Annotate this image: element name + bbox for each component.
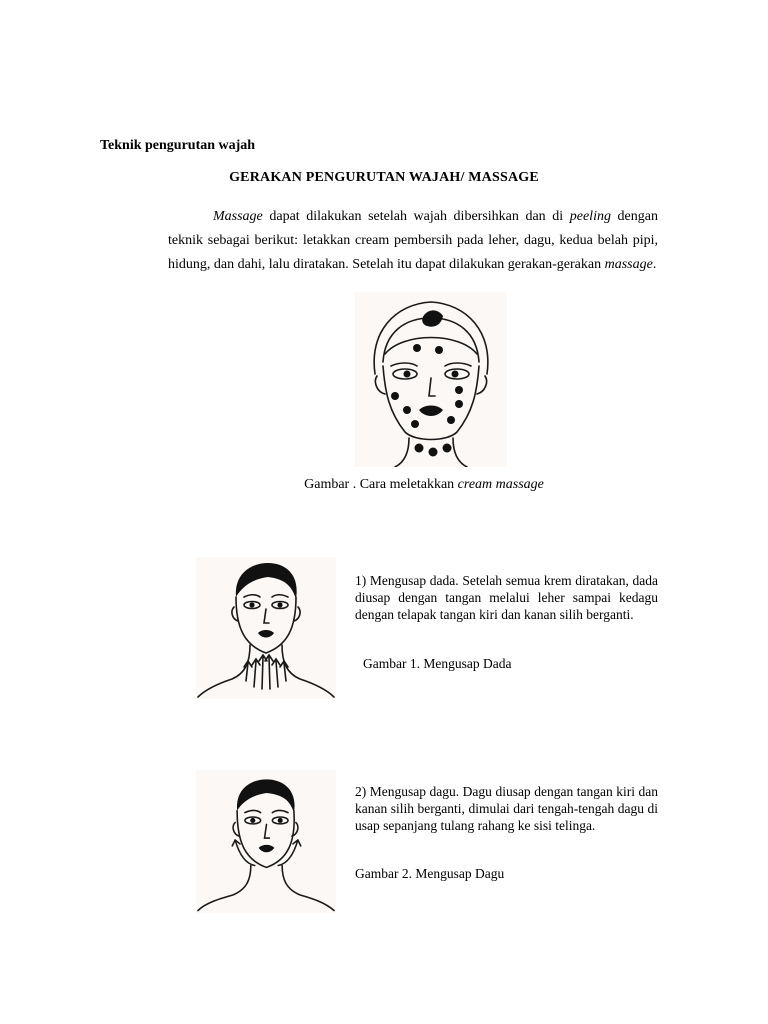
step-1-text: 1) Mengusap dada. Setelah semua krem diratakan, dada diusap dengan tangan melalui leher sampai kedagu dengan telapak tangan kiri dan kanan silih berganti. bbox=[355, 573, 658, 622]
intro-italic-peeling: peeling bbox=[569, 209, 611, 224]
intro-italic-massage: Massage bbox=[213, 209, 263, 224]
figure-2-caption: Gambar 2. Mengusap Dagu bbox=[355, 866, 505, 881]
page-title: GERAKAN PENGURUTAN WAJAH/ MASSAGE bbox=[229, 170, 539, 185]
cream-placement-illustration bbox=[355, 292, 507, 467]
intro-text-1: dapat dilakukan setelah wajah dibersihkan dan di bbox=[262, 209, 570, 224]
intro-text-2: dengan teknik sebagai berikut: letakkan cream pembersih pada leher, dagu, kedua belah pipi, hidung, dan dahi, lalu diratakan. Setelah itu dapat dilakukan gerakan-gerakan bbox=[168, 209, 658, 272]
figure-1-caption: Gambar 1. Mengusap Dada bbox=[363, 656, 512, 671]
main-caption-italic: cream massage bbox=[457, 477, 544, 492]
section-heading: Teknik pengurutan wajah bbox=[100, 138, 256, 153]
face-chest-drawing bbox=[196, 557, 336, 699]
intro-paragraph bbox=[168, 205, 658, 277]
chin-massage-illustration bbox=[196, 770, 336, 913]
intro-text-3: . bbox=[652, 257, 657, 272]
main-caption-prefix: Gambar . Cara meletakkan bbox=[304, 477, 458, 492]
intro-italic-massage-2: massage bbox=[604, 257, 653, 272]
face-chin-drawing bbox=[196, 770, 336, 913]
step-2-text: 2) Mengusap dagu. Dagu diusap dengan tangan kiri dan kanan silih berganti, dimulai dari tengah-tengah dagu di usap sepanjang tulang rahang ke sisi telinga. bbox=[355, 784, 658, 833]
chest-massage-illustration bbox=[196, 557, 336, 699]
main-figure-caption bbox=[0, 477, 768, 493]
face-headscarf-drawing bbox=[355, 292, 507, 467]
